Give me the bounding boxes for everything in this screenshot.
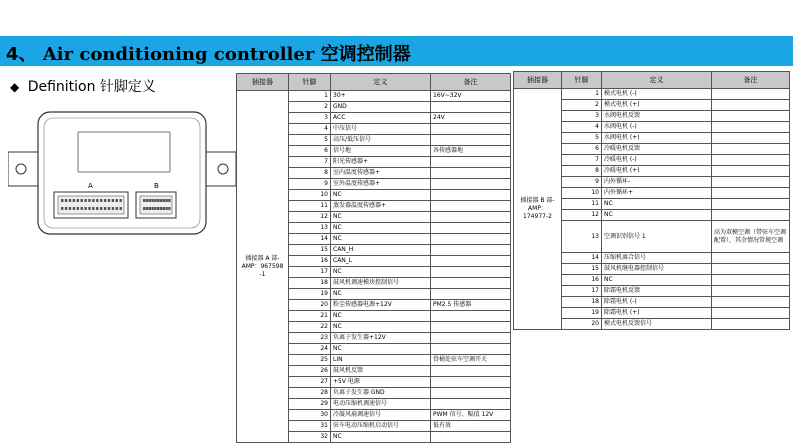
pin-number: 10 <box>562 188 602 199</box>
pin-number: 15 <box>562 264 602 275</box>
pin-definition: CAN_L <box>331 256 431 267</box>
pin-remark <box>712 122 790 133</box>
connector-pin-slot <box>77 207 79 210</box>
pin-remark <box>431 256 511 267</box>
pin-definition: NC <box>331 267 431 278</box>
pin-remark <box>712 286 790 297</box>
pin-remark <box>712 264 790 275</box>
pin-definition: 鼓风机调速模块控制信号 <box>331 278 431 289</box>
pin-remark <box>712 177 790 188</box>
pin-definition: 冷暖电机反馈 <box>602 144 712 155</box>
pin-remark <box>712 188 790 199</box>
table-row <box>514 89 790 100</box>
connector-pin-slot <box>92 199 94 202</box>
pin-number: 3 <box>562 111 602 122</box>
connector-pin-slot <box>120 199 122 202</box>
pin-definition: 水阀电机 (+) <box>602 133 712 144</box>
pin-number: 17 <box>289 267 331 278</box>
pin-number: 7 <box>289 157 331 168</box>
definition-heading <box>10 76 156 96</box>
pin-definition: 负离子发生器+12V <box>331 333 431 344</box>
connector-pin-slot <box>160 207 162 210</box>
controller-connector-drawing <box>8 108 236 238</box>
pin-definition: NC <box>331 344 431 355</box>
pin-remark <box>431 267 511 278</box>
pin-remark: 骨桶处驻车空调开关 <box>431 355 511 366</box>
pin-number: 18 <box>562 297 602 308</box>
section-title-text: Air conditioning controller 空调控制器 <box>42 44 411 65</box>
pin-definition: 信号地 <box>331 146 431 157</box>
pin-remark <box>431 289 511 300</box>
connector-pin-slot <box>77 199 79 202</box>
pin-definition: 阳光传感器+ <box>331 157 431 168</box>
pin-definition: 冷暖电机 (+) <box>602 166 712 177</box>
pin-number: 18 <box>289 278 331 289</box>
header-remark: 备注 <box>431 74 511 91</box>
pin-remark <box>431 377 511 388</box>
pin-definition: 鼓风机反馈 <box>331 366 431 377</box>
pin-definition: 冷凝风扇调速信号 <box>331 410 431 421</box>
connector-pin-slot <box>104 207 106 210</box>
pin-remark <box>712 89 790 100</box>
connector-pin-slot <box>92 207 94 210</box>
pin-remark <box>712 155 790 166</box>
pin-number: 9 <box>562 177 602 188</box>
pin-number: 19 <box>289 289 331 300</box>
pin-number: 14 <box>289 234 331 245</box>
connector-pin-slot <box>154 199 156 202</box>
header-connector: 插接器 <box>514 72 562 89</box>
connector-pin-slot <box>65 199 67 202</box>
pin-remark <box>431 366 511 377</box>
header-pin: 针脚 <box>289 74 331 91</box>
table-row <box>237 91 511 102</box>
pin-remark <box>431 179 511 190</box>
pin-number: 27 <box>289 377 331 388</box>
connector-pin-slot <box>149 199 151 202</box>
connector-pin-slot <box>160 199 162 202</box>
pin-definition: 内外循环+ <box>602 188 712 199</box>
pin-number: 11 <box>562 199 602 210</box>
connector-pin-slot <box>112 199 114 202</box>
pin-remark <box>712 166 790 177</box>
pin-remark <box>712 144 790 155</box>
pin-definition: LIN <box>331 355 431 366</box>
header-remark: 备注 <box>712 72 790 89</box>
pin-number: 23 <box>289 333 331 344</box>
pin-remark <box>712 111 790 122</box>
connector-pin-slot <box>61 199 63 202</box>
pin-remark <box>431 399 511 410</box>
connector-b-pin-table <box>513 71 790 330</box>
connector-pin-slot <box>100 207 102 210</box>
connector-pin-slot <box>163 207 165 210</box>
connector-pin-slot <box>100 199 102 202</box>
pin-number: 16 <box>289 256 331 267</box>
pin-remark <box>431 388 511 399</box>
connector-pin-slot <box>165 207 167 210</box>
connector-pin-slot <box>154 207 156 210</box>
pin-number: 19 <box>562 308 602 319</box>
connector-pin-slot <box>143 207 145 210</box>
pin-number: 10 <box>289 190 331 201</box>
connector-a-pin-table <box>236 73 511 443</box>
pin-definition: 负离子发生器 GND <box>331 388 431 399</box>
connector-pin-slot <box>168 199 170 202</box>
connector-pin-slot <box>65 207 67 210</box>
pin-definition: 水阀电机 (-) <box>602 122 712 133</box>
pin-number: 4 <box>562 122 602 133</box>
pin-definition: 30+ <box>331 91 431 102</box>
pin-number: 25 <box>289 355 331 366</box>
pin-definition: 冷暖电机 (-) <box>602 155 712 166</box>
pin-definition: 除霜电机 (+) <box>602 308 712 319</box>
pin-definition: NC <box>602 199 712 210</box>
connector-pin-slot <box>149 207 151 210</box>
pin-remark: 24V <box>431 113 511 124</box>
pin-definition: NC <box>331 432 431 443</box>
connector-pin-slot <box>163 199 165 202</box>
pin-definition: 电动压缩机调速信号 <box>331 399 431 410</box>
label-area <box>78 132 170 172</box>
definition-heading-text: Definition 针脚定义 <box>27 79 156 95</box>
pin-definition: 模式电机 (-) <box>602 89 712 100</box>
connector-label: 插接器 B 部- AMP： 174977-2 <box>514 89 562 330</box>
pin-number: 1 <box>562 89 602 100</box>
pin-remark <box>712 199 790 210</box>
pin-remark <box>431 212 511 223</box>
pin-definition: NC <box>331 311 431 322</box>
pin-number: 30 <box>289 410 331 421</box>
pin-definition: 模式电机 (+) <box>602 100 712 111</box>
header-pin: 针脚 <box>562 72 602 89</box>
section-number: 4、 <box>6 44 37 65</box>
pin-remark <box>431 234 511 245</box>
connector-pin-slot <box>108 199 110 202</box>
pin-definition: 中压信号 <box>331 124 431 135</box>
pin-remark: PM2.5 传感器 <box>431 300 511 311</box>
pin-definition: 空调识别信号 1 <box>602 221 712 253</box>
pin-remark <box>431 322 511 333</box>
pin-number: 8 <box>289 168 331 179</box>
pin-definition: 室内温度传感器+ <box>331 168 431 179</box>
pin-number: 12 <box>289 212 331 223</box>
pin-definition: NC <box>602 210 712 221</box>
pin-remark <box>431 201 511 212</box>
pin-definition: GND <box>331 102 431 113</box>
pin-definition: CAN_H <box>331 245 431 256</box>
pin-number: 5 <box>289 135 331 146</box>
pin-definition: 粉尘传感器电源+12V <box>331 300 431 311</box>
connector-pin-slot <box>157 207 159 210</box>
connector-pin-slot <box>69 207 71 210</box>
section-title-bar <box>0 36 793 66</box>
connector-pin-slot <box>88 207 90 210</box>
pin-definition: 高压/低压信号 <box>331 135 431 146</box>
pin-remark <box>712 297 790 308</box>
right-mounting-hole <box>218 164 228 174</box>
pin-remark <box>431 223 511 234</box>
pin-number: 3 <box>289 113 331 124</box>
pin-definition: NC <box>331 322 431 333</box>
connector-pin-slot <box>96 199 98 202</box>
pin-definition: 鼓风机继电器控制信号 <box>602 264 712 275</box>
pin-definition: NC <box>331 190 431 201</box>
pin-number: 11 <box>289 201 331 212</box>
pin-definition: +5V 电源 <box>331 377 431 388</box>
pin-number: 22 <box>289 322 331 333</box>
pin-remark <box>431 190 511 201</box>
connector-pin-slot <box>108 207 110 210</box>
header-definition: 定义 <box>331 74 431 91</box>
pin-definition: ACC <box>331 113 431 124</box>
connector-pin-slot <box>112 207 114 210</box>
pin-number: 2 <box>289 102 331 113</box>
diamond-bullet-icon: ◆ <box>10 80 20 94</box>
pin-number: 32 <box>289 432 331 443</box>
pin-number: 2 <box>562 100 602 111</box>
pin-number: 12 <box>562 210 602 221</box>
connector-a-letter: A <box>88 182 93 190</box>
pin-definition: NC <box>331 234 431 245</box>
connector-pin-slot <box>116 207 118 210</box>
pin-number: 17 <box>562 286 602 297</box>
pin-remark <box>431 135 511 146</box>
connector-pin-slot <box>96 207 98 210</box>
connector-label: 插接器 A 部- AMP：967598 -1 <box>237 91 289 443</box>
pin-definition: 模式电机反馈信号 <box>602 319 712 330</box>
pin-definition: 蒸发器温度传感器+ <box>331 201 431 212</box>
pin-number: 9 <box>289 179 331 190</box>
pin-definition: 室外温度传感器+ <box>331 179 431 190</box>
connector-pin-slot <box>146 199 148 202</box>
pin-remark <box>431 432 511 443</box>
pin-number: 20 <box>562 319 602 330</box>
pin-number: 6 <box>562 144 602 155</box>
pin-remark <box>712 308 790 319</box>
connector-pin-slot <box>88 199 90 202</box>
pin-number: 15 <box>289 245 331 256</box>
connector-pin-slot <box>84 207 86 210</box>
pin-remark: 各传感器地 <box>431 146 511 157</box>
connector-pin-slot <box>73 207 75 210</box>
pin-definition: NC <box>331 212 431 223</box>
pin-remark <box>431 278 511 289</box>
connector-pin-slot <box>61 207 63 210</box>
pin-remark <box>431 102 511 113</box>
pin-remark <box>431 333 511 344</box>
connector-pin-slot <box>168 207 170 210</box>
pin-number: 1 <box>289 91 331 102</box>
pin-remark <box>431 157 511 168</box>
pin-definition: NC <box>602 275 712 286</box>
pin-definition: 除霜电机 (-) <box>602 297 712 308</box>
pin-number: 26 <box>289 366 331 377</box>
connector-pin-slot <box>73 199 75 202</box>
pin-number: 7 <box>562 155 602 166</box>
pin-number: 4 <box>289 124 331 135</box>
left-mounting-hole <box>16 164 26 174</box>
pin-remark <box>431 124 511 135</box>
pin-number: 29 <box>289 399 331 410</box>
header-connector: 插接器 <box>237 74 289 91</box>
pin-number: 20 <box>289 300 331 311</box>
pin-number: 14 <box>562 253 602 264</box>
connector-pin-slot <box>116 199 118 202</box>
connector-pin-slot <box>157 199 159 202</box>
connector-pin-slot <box>143 199 145 202</box>
pin-remark: PWM 信号、幅值 12V <box>431 410 511 421</box>
pin-definition: 压缩机离合信号 <box>602 253 712 264</box>
connector-pin-slot <box>81 207 83 210</box>
pin-number: 6 <box>289 146 331 157</box>
connector-pin-slot <box>81 199 83 202</box>
section-title <box>6 40 411 66</box>
pin-number: 5 <box>562 133 602 144</box>
pin-number: 31 <box>289 421 331 432</box>
pin-remark <box>712 133 790 144</box>
pin-definition: 水阀电机反馈 <box>602 111 712 122</box>
connector-pin-slot <box>165 199 167 202</box>
pin-number: 13 <box>289 223 331 234</box>
pin-number: 28 <box>289 388 331 399</box>
pin-number: 13 <box>562 221 602 253</box>
connector-pin-slot <box>146 207 148 210</box>
pin-remark <box>712 275 790 286</box>
connector-pin-slot <box>151 199 153 202</box>
connector-pin-slot <box>84 199 86 202</box>
pin-definition: 驻车电动压缩机启动信号 <box>331 421 431 432</box>
pin-definition: NC <box>331 223 431 234</box>
pin-remark: 高为双模空调（带驻车空调配置），其余情况常规空调 <box>712 221 790 253</box>
pin-remark <box>712 100 790 111</box>
pin-definition: NC <box>331 289 431 300</box>
pin-remark <box>431 245 511 256</box>
pin-remark <box>431 168 511 179</box>
connector-pin-slot <box>120 207 122 210</box>
pin-remark: 低有效 <box>431 421 511 432</box>
connector-pin-slot <box>69 199 71 202</box>
pin-remark: 16V~32V <box>431 91 511 102</box>
pin-remark <box>431 344 511 355</box>
header-definition: 定义 <box>602 72 712 89</box>
connector-b-letter: B <box>154 182 159 190</box>
connector-pin-slot <box>104 199 106 202</box>
pin-definition: 除霜电机反馈 <box>602 286 712 297</box>
pin-definition: 内外循环- <box>602 177 712 188</box>
pin-remark <box>712 319 790 330</box>
pin-number: 8 <box>562 166 602 177</box>
pin-remark <box>712 253 790 264</box>
pin-remark <box>431 311 511 322</box>
pin-remark <box>712 210 790 221</box>
pin-number: 21 <box>289 311 331 322</box>
pin-number: 24 <box>289 344 331 355</box>
pin-number: 16 <box>562 275 602 286</box>
connector-pin-slot <box>151 207 153 210</box>
